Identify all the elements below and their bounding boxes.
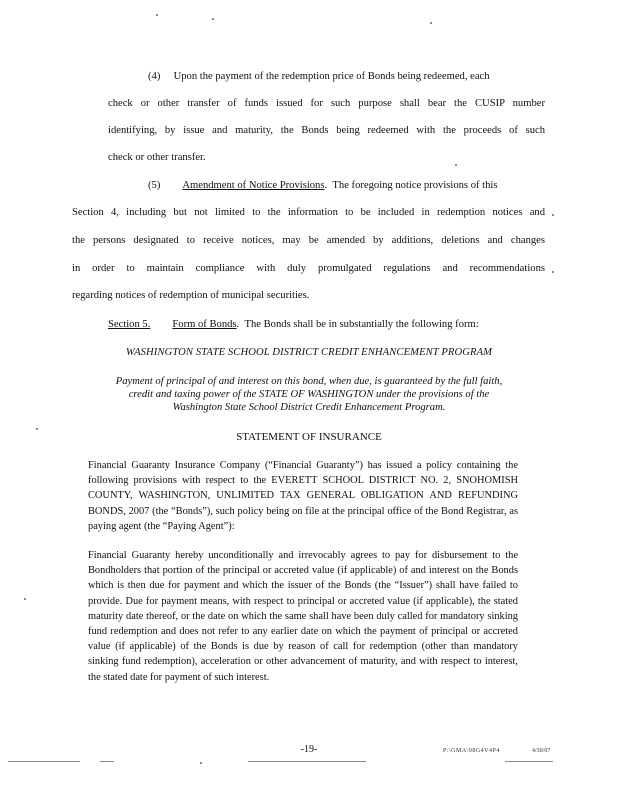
body-line: [108, 320, 479, 331]
body-line: the persons designated to receive notices, may be amended by additions, deletions and changes: [72, 235, 545, 246]
body-line: check or other transfer of funds issued for such purpose shall bear the CUSIP number: [108, 98, 545, 109]
body-line: (4) Upon the payment of the redemption price of Bonds being redeemed, each: [148, 71, 490, 82]
scan-speck: [552, 271, 554, 273]
footer-rule: [8, 761, 80, 762]
scan-speck: [455, 164, 457, 166]
insurance-paragraph: Financial Guaranty hereby unconditionally and irrevocably agrees to pay for disbursement to the Bondholders that portion of the principal or accreted value (if applicable) of and interest on the Bonds which is then due for payment and which the issuer of the Bonds (the “Issuer”) shall have failed to provide. Due for payment means, with respect to principal or accreted value (if applicable), the stated maturity date thereof, or the date on which the same shall have been duly called for mandatory sinking fund redemption and does not refer to any earlier date on which the payment of principal or accreted value (if applicable) of the Bonds is due by reason of call for redemption (other than mandatory sinking fund redemption), acceleration or other advancement of maturity, and with respect to interest, the stated date for payment of such interest.: [88, 550, 518, 683]
guarantee-line: Washington State School District Credit Enhancement Program.: [172, 402, 446, 413]
footer-date: 4/30/07: [532, 748, 551, 754]
guarantee-line: Payment of principal of and interest on this bond, when due, is guaranteed by the full faith,: [115, 376, 503, 387]
scan-speck: [156, 14, 158, 16]
scan-speck: [24, 598, 26, 600]
guarantee-line: credit and taxing power of the STATE OF WASHINGTON under the provisions of the: [128, 389, 490, 400]
heading-notice-amendment: Amendment of Notice Provisions: [182, 180, 325, 191]
scan-speck: [552, 214, 554, 216]
body-line: identifying, by issue and maturity, the Bonds being redeemed with the proceeds of such: [108, 125, 545, 136]
section-number: (5): [148, 180, 161, 191]
insurance-paragraph: Financial Guaranty Insurance Company (“Financial Guaranty”) has issued a policy containing the following provisions with respect to the EVERETT SCHOOL DISTRICT NO. 2, SNOHOMISH COUNTY, WASHINGTON, UNLIMITED TAX GENERAL OBLIGATION AND REFUNDING BONDS, 2007 (the “Bonds”), such policy being on file at the principal office of the Bond Registrar, as paying agent (the “Paying Agent”):: [88, 460, 518, 532]
footer-rule: [248, 761, 366, 762]
body-line: regarding notices of redemption of municipal securities.: [72, 290, 310, 301]
scan-speck: [200, 762, 202, 764]
scan-speck: [36, 428, 38, 430]
footer-rule: [505, 761, 553, 762]
section-number: Section 5.: [108, 319, 151, 330]
scan-speck: [212, 18, 214, 20]
document-code: P:\GMA\08G4V4P4: [443, 748, 500, 754]
body-line: check or other transfer.: [108, 152, 206, 163]
body-line: [148, 181, 498, 192]
scan-speck: [430, 22, 432, 24]
insurance-heading: STATEMENT OF INSURANCE: [236, 431, 382, 443]
heading-continuation: . The foregoing notice provisions of this: [324, 180, 498, 191]
program-title: WASHINGTON STATE SCHOOL DISTRICT CREDIT ENHANCEMENT PROGRAM: [125, 347, 493, 358]
body-line: Section 4, including but not limited to the information to be included in redemption notices and: [72, 207, 545, 218]
page-number: -19-: [300, 744, 318, 755]
body-line: in order to maintain compliance with duly promulgated regulations and recommendations: [72, 263, 545, 274]
footer-rule: [100, 761, 114, 762]
heading-continuation: . The Bonds shall be in substantially the following form:: [236, 319, 479, 330]
heading-form-of-bonds: Form of Bonds: [172, 319, 237, 330]
